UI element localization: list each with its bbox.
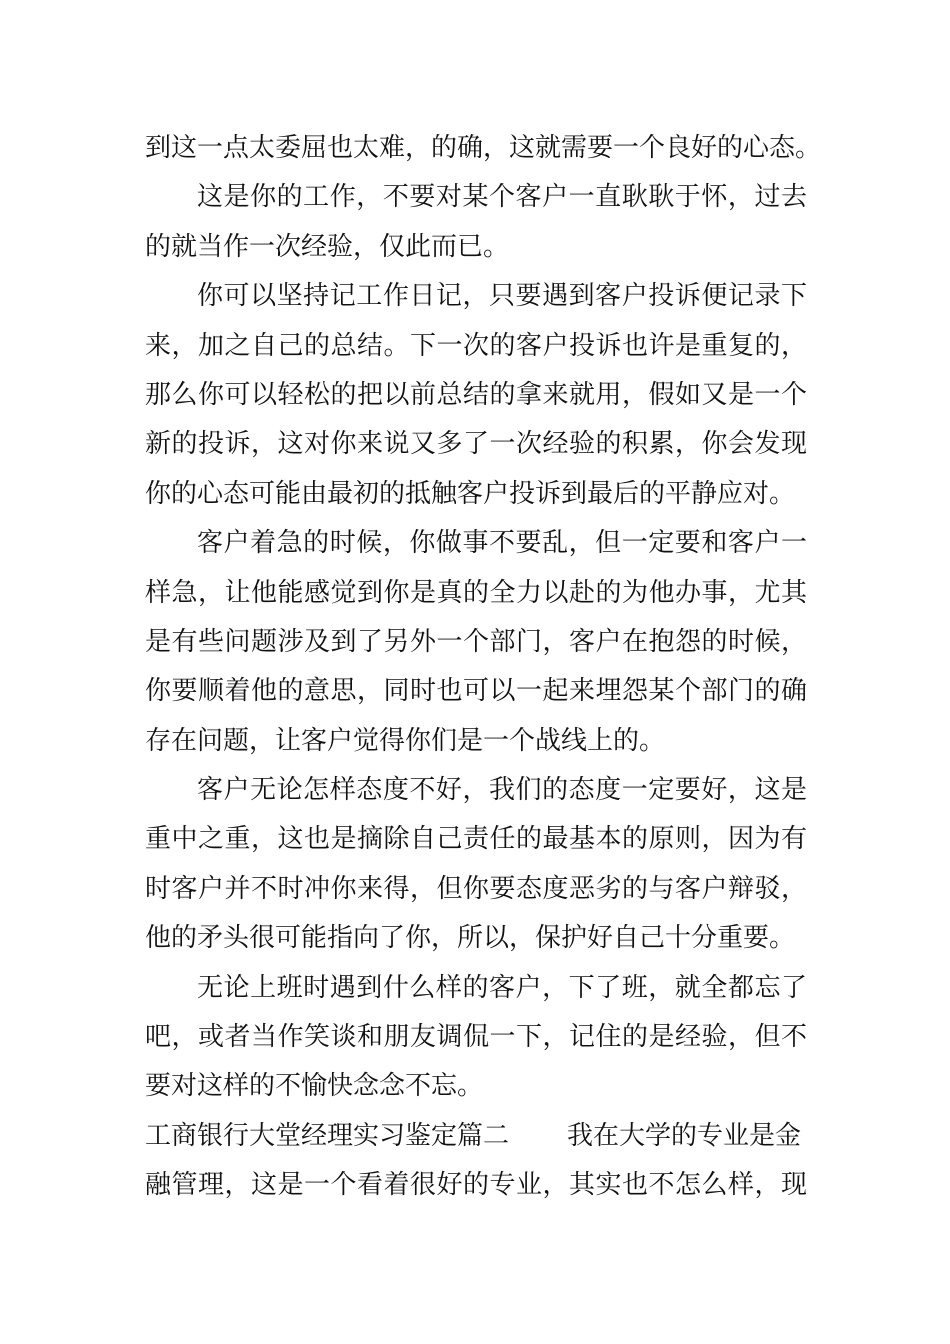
text-line: 客户着急的时候，你做事不要乱，但一定要和客户一 bbox=[197, 528, 807, 559]
text-line: 你的心态可能由最初的抵触客户投诉到最后的平静应对。 bbox=[145, 478, 796, 509]
text-line: 存在问题，让客户觉得你们是一个战线上的。 bbox=[145, 725, 666, 756]
text-line: 你要顺着他的意思，同时也可以一起来埋怨某个部门的确 bbox=[145, 676, 807, 707]
section-opening-text: 我在大学的专业是金 bbox=[567, 1120, 802, 1151]
text-line: 融管理，这是一个看着很好的专业，其实也不怎么样，现 bbox=[145, 1170, 807, 1201]
text-line: 时客户并不时冲你来得，但你要态度恶劣的与客户辩驳， bbox=[145, 873, 807, 904]
text-line: 吧，或者当作笑谈和朋友调侃一下，记住的是经验，但不 bbox=[145, 1022, 807, 1053]
text-line: 的就当作一次经验，仅此而已。 bbox=[145, 231, 510, 262]
text-line: 重中之重，这也是摘除自己责任的最基本的原则，因为有 bbox=[145, 824, 807, 855]
section-title: 工商银行大堂经理实习鉴定篇二 bbox=[145, 1120, 510, 1151]
text-line: 那么你可以轻松的把以前总结的拿来就用，假如又是一个 bbox=[145, 379, 807, 410]
text-line: 无论上班时遇到什么样的客户，下了班，就全都忘了 bbox=[197, 972, 807, 1003]
text-line: 新的投诉，这对你来说又多了一次经验的积累，你会发现 bbox=[145, 429, 807, 460]
body-text bbox=[145, 124, 822, 1211]
text-line: 是有些问题涉及到了另外一个部门，客户在抱怨的时候， bbox=[145, 626, 807, 657]
section-heading bbox=[145, 1112, 807, 1161]
text-line: 客户无论怎样态度不好，我们的态度一定要好，这是 bbox=[197, 775, 807, 806]
text-line: 来，加之自己的总结。下一次的客户投诉也许是重复的， bbox=[145, 330, 807, 361]
text-line: 他的矛头很可能指向了你，所以，保护好自己十分重要。 bbox=[145, 923, 796, 954]
text-line: 样急，让他能感觉到你是真的全力以赴的为他办事，尤其 bbox=[145, 577, 807, 608]
text-line: 这是你的工作，不要对某个客户一直耿耿于怀，过去 bbox=[197, 182, 807, 213]
text-line: 要对这样的不愉快念念不忘。 bbox=[145, 1071, 484, 1102]
text-line: 你可以坚持记工作日记，只要遇到客户投诉便记录下 bbox=[197, 281, 807, 312]
text-line: 到这一点太委屈也太难，的确，这就需要一个良好的心态。 bbox=[145, 133, 822, 163]
